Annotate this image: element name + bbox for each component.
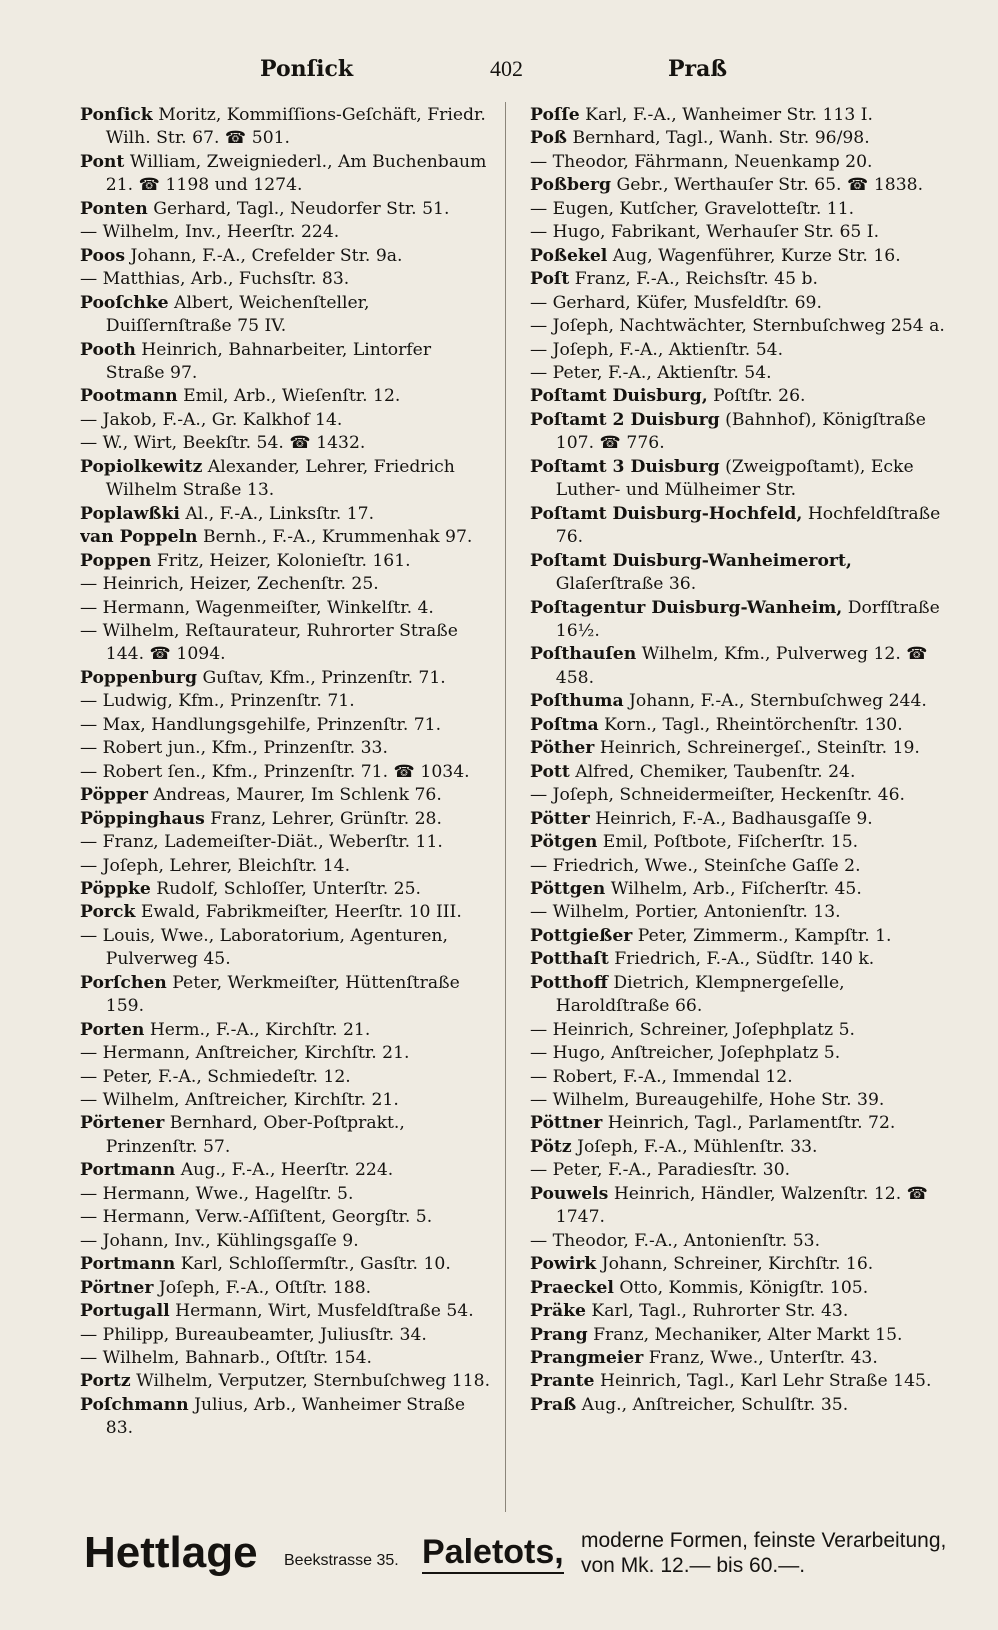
directory-entry <box>80 151 494 198</box>
entry-details: Hermann, Wirt, Musfeldſtraße 54. <box>169 1301 474 1322</box>
entry-details: — Joſeph, Schneidermeiſter, Heckenſtr. 46. <box>530 785 905 806</box>
directory-entry <box>530 855 962 878</box>
entry-details: Heinrich, Händler, Walzenſtr. 12. ☎ 1747. <box>555 1183 929 1228</box>
entry-surname: Pöttgen <box>530 878 606 899</box>
directory-entry <box>80 1066 494 1089</box>
entry-details: Franz, Lehrer, Grünſtr. 28. <box>204 808 442 829</box>
entry-details: — Heinrich, Schreiner, Joſephplatz 5. <box>530 1019 855 1040</box>
right-column <box>530 104 962 1514</box>
entry-details: Aug., F.-A., Heerſtr. 224. <box>175 1160 394 1181</box>
directory-entry <box>530 221 962 244</box>
entry-surname: Portugall <box>80 1301 170 1322</box>
entry-details: Peter, Werkmeiſter, Hüttenſtraße 159. <box>105 972 460 1017</box>
entry-details: — Heinrich, Heizer, Zechenſtr. 25. <box>80 574 379 595</box>
directory-entry <box>80 901 494 924</box>
directory-entry <box>530 784 962 807</box>
entry-details: Johann, Schreiner, Kirchſtr. 16. <box>596 1254 874 1275</box>
entry-details: — Friedrich, Wwe., Steinſche Gaſſe 2. <box>530 855 861 876</box>
directory-entry <box>80 690 494 713</box>
directory-entry <box>80 1112 494 1159</box>
entry-details: — Joſeph, Nachtwächter, Sternbuſchweg 254 a. <box>530 316 945 337</box>
entry-details: Heinrich, Bahnarbeiter, Lintorfer Straße 97. <box>105 339 432 383</box>
directory-entry <box>530 198 962 221</box>
entry-details: — Hermann, Verw.-Aſſiſtent, Georgſtr. 5. <box>80 1207 433 1228</box>
entry-details: — Joſeph, Lehrer, Bleichſtr. 14. <box>80 855 351 876</box>
entry-details: — Jakob, F.-A., Gr. Kalkhof 14. <box>80 409 343 430</box>
entry-surname: Pouwels <box>530 1183 609 1204</box>
entry-surname: Pooſchke <box>80 292 169 313</box>
entry-details: Andreas, Maurer, Im Schlenk 76. <box>147 785 442 806</box>
entry-surname: Poos <box>80 245 126 266</box>
entry-surname: Porſchen <box>80 972 167 993</box>
directory-entry <box>530 104 962 127</box>
entry-surname: Poppenburg <box>80 667 197 688</box>
entry-details: — Wilhelm, Anſtreicher, Kirchſtr. 21. <box>80 1090 399 1111</box>
header-left-keyword: Ponſick <box>260 56 354 82</box>
entry-details: — Ludwig, Kfm., Prinzenſtr. 71. <box>80 691 355 712</box>
entry-surname: Popiolkewitz <box>80 456 203 477</box>
directory-entry <box>530 1277 962 1300</box>
entry-surname: Pont <box>80 151 125 172</box>
entry-surname: Poßekel <box>530 245 608 266</box>
entry-details: Aug, Wagenführer, Kurze Str. 16. <box>607 245 901 266</box>
entry-surname: Porten <box>80 1019 145 1040</box>
entry-details: Glaſerſtraße 36. <box>555 574 697 595</box>
directory-entry <box>80 1042 494 1065</box>
entry-details: Ewald, Fabrikmeiſter, Heerſtr. 10 III. <box>135 902 462 923</box>
entry-surname: Pötter <box>530 808 590 829</box>
entry-surname: Praß <box>530 1394 577 1415</box>
entry-details: Wilhelm, Verputzer, Sternbuſchweg 118. <box>130 1371 491 1392</box>
directory-entry <box>530 409 962 456</box>
directory-entry <box>80 878 494 901</box>
entry-surname: Praeckel <box>530 1277 614 1298</box>
advertisement <box>84 1528 964 1608</box>
directory-entry <box>80 808 494 831</box>
directory-entry <box>80 573 494 596</box>
directory-entry <box>80 620 494 667</box>
header-right-keyword: Praß <box>668 56 728 82</box>
entry-surname: Pöpper <box>80 785 148 806</box>
entry-surname: Poſthauſen <box>530 644 637 665</box>
entry-details: Julius, Arb., Wanheimer Straße 83. <box>105 1394 466 1439</box>
entry-details: Friedrich, F.-A., Südſtr. 140 k. <box>608 949 875 970</box>
entry-details: — Robert ſen., Kfm., Prinzenſtr. 71. ☎ 1034. <box>80 761 470 782</box>
directory-entry <box>80 1394 494 1441</box>
entry-surname: Pöppinghaus <box>80 808 205 829</box>
entry-details: Moritz, Kommiſſions-Geſchäft, Friedr. Wilh. Str. 67. ☎ 501. <box>105 105 486 149</box>
directory-entry <box>530 737 962 760</box>
entry-details: Alfred, Chemiker, Taubenſtr. 24. <box>569 761 856 782</box>
entry-details: Peter, Zimmerm., Kampſtr. 1. <box>632 925 892 946</box>
entry-surname: Poplawßki <box>80 503 180 524</box>
directory-entry <box>530 1112 962 1135</box>
entry-details: — Wilhelm, Bureaugehilfe, Hohe Str. 39. <box>530 1090 885 1111</box>
directory-entry <box>530 948 962 971</box>
directory-entry <box>530 245 962 268</box>
entry-details: Poſtſtr. 26. <box>707 386 806 407</box>
entry-surname: Pooth <box>80 339 136 360</box>
entry-details: Aug., Anſtreicher, Schulſtr. 35. <box>576 1394 849 1415</box>
directory-entry <box>80 1324 494 1347</box>
entry-details: — Theodor, Fährmann, Neuenkamp 20. <box>530 151 873 172</box>
entry-details: — Philipp, Bureaubeamter, Juliusſtr. 34. <box>80 1324 427 1345</box>
entry-details: — Gerhard, Küfer, Musfeldſtr. 69. <box>530 292 822 313</box>
directory-entry <box>530 878 962 901</box>
directory-entry <box>80 1183 494 1206</box>
directory-entry <box>530 1230 962 1253</box>
entry-surname: Pott <box>530 761 570 782</box>
directory-entry <box>80 1159 494 1182</box>
entry-surname: Pöttner <box>530 1113 603 1134</box>
entry-surname: Prangmeier <box>530 1348 644 1369</box>
entry-surname: Portz <box>80 1371 131 1392</box>
entry-surname: Pootmann <box>80 386 178 407</box>
directory-entry <box>80 714 494 737</box>
entry-details: — Hermann, Wagenmeiſter, Winkelſtr. 4. <box>80 597 434 618</box>
directory-entry <box>530 174 962 197</box>
directory-entry <box>530 456 962 503</box>
directory-entry <box>530 362 962 385</box>
entry-details: — Peter, F.-A., Schmiedeſtr. 12. <box>80 1066 351 1087</box>
directory-entry <box>80 667 494 690</box>
entry-details: — Peter, F.-A., Paradiesſtr. 30. <box>530 1160 791 1181</box>
entry-details: — Wilhelm, Bahnarb., Oſtſtr. 154. <box>80 1348 372 1369</box>
directory-entry <box>530 1159 962 1182</box>
directory-entry <box>80 784 494 807</box>
column-divider <box>505 102 506 1512</box>
entry-surname: Powirk <box>530 1254 597 1275</box>
directory-entry <box>80 855 494 878</box>
entry-details: — Hermann, Wwe., Hagelſtr. 5. <box>80 1183 354 1204</box>
entry-details: Guſtav, Kfm., Prinzenſtr. 71. <box>196 667 446 688</box>
entry-details: Bernh., F.-A., Krummenhak 97. <box>197 527 473 548</box>
directory-entry <box>80 597 494 620</box>
ad-text: moderne Formen, feinste Verarbeitung, von Mk. 12.— bis 60.—. <box>581 1529 947 1577</box>
page-header <box>70 56 930 92</box>
entry-surname: Poß <box>530 128 567 149</box>
entry-details: Heinrich, Schreinergeſ., Steinſtr. 19. <box>594 738 920 759</box>
directory-entry <box>530 972 962 1019</box>
directory-entry <box>80 456 494 503</box>
entry-details: Korn., Tagl., Rheintörchenſtr. 130. <box>598 714 903 735</box>
directory-entry <box>530 315 962 338</box>
entry-surname: Poppen <box>80 550 152 571</box>
entry-details: Gerhard, Tagl., Neudorfer Str. 51. <box>147 198 450 219</box>
entry-details: — Eugen, Kutſcher, Gravelotteſtr. 11. <box>530 198 855 219</box>
entry-details: Al., F.-A., Linksſtr. 17. <box>179 503 375 524</box>
directory-entry <box>80 221 494 244</box>
directory-entry <box>530 761 962 784</box>
entry-details: Dietrich, Klempnergeſelle, Haroldſtraße 66. <box>555 972 845 1017</box>
directory-entry <box>530 127 962 150</box>
entry-surname: Potthoff <box>530 972 608 993</box>
entry-surname: van Poppeln <box>80 527 198 548</box>
entry-surname: Pörtener <box>80 1113 165 1134</box>
ad-brand: Hettlage <box>84 1528 258 1577</box>
entry-details: — Johann, Inv., Kühlingsgaſſe 9. <box>80 1230 359 1251</box>
entry-details: — Louis, Wwe., Laboratorium, Agenturen, Pulverweg 45. <box>80 925 448 970</box>
entry-details: Franz, Wwe., Unterſtr. 43. <box>643 1348 878 1369</box>
directory-entry <box>530 831 962 854</box>
entry-details: — Hermann, Anſtreicher, Kirchſtr. 21. <box>80 1043 410 1064</box>
directory-entry <box>530 714 962 737</box>
entry-details: — Hugo, Anſtreicher, Joſephplatz 5. <box>530 1043 841 1064</box>
entry-details: Dorfſtraße 16½. <box>555 597 940 641</box>
directory-entry <box>80 1206 494 1229</box>
entry-surname: Poſtamt Duisburg-Hochfeld, <box>530 503 803 524</box>
directory-entry <box>530 808 962 831</box>
directory-entry <box>530 901 962 924</box>
entry-details: Bernhard, Ober-Poſtprakt., Prinzenſtr. 57. <box>105 1113 405 1157</box>
entry-surname: Prang <box>530 1324 588 1345</box>
entry-surname: Pötz <box>530 1136 572 1157</box>
directory-entry <box>530 339 962 362</box>
directory-entry <box>530 1183 962 1230</box>
entry-details: — Peter, F.-A., Aktienſtr. 54. <box>530 362 772 383</box>
directory-entry <box>530 1253 962 1276</box>
entry-details: — W., Wirt, Beekſtr. 54. ☎ 1432. <box>80 433 366 454</box>
directory-entry <box>530 151 962 174</box>
entry-details: Hochfeldſtraße 76. <box>555 503 941 548</box>
ad-product: Paletots, <box>422 1532 564 1574</box>
entry-surname: Poſſe <box>530 105 580 125</box>
directory-entry <box>530 1019 962 1042</box>
entry-details: Franz, F.-A., Reichsſtr. 45 b. <box>569 269 818 290</box>
entry-surname: Prante <box>530 1371 595 1392</box>
entry-surname: Pottgießer <box>530 925 633 946</box>
left-column <box>80 104 494 1514</box>
directory-entry <box>530 643 962 690</box>
entry-details: Johann, F.-A., Sternbuſchweg 244. <box>623 691 927 712</box>
entry-details: Joſeph, F.-A., Oſtſtr. 188. <box>153 1277 372 1298</box>
entry-details: Wilhelm, Arb., Fiſcherſtr. 45. <box>605 878 862 899</box>
directory-entry <box>530 385 962 408</box>
directory-entry <box>80 1277 494 1300</box>
entry-details: — Wilhelm, Portier, Antonienſtr. 13. <box>530 902 841 923</box>
ad-address: Beekstrasse 35. <box>284 1552 399 1569</box>
entry-surname: Poſtamt 3 Duisburg <box>530 456 720 477</box>
directory-entry <box>530 1089 962 1112</box>
entry-details: — Wilhelm, Reſtaurateur, Ruhrorter Straße 144. ☎ 1094. <box>80 620 458 665</box>
directory-entry <box>80 972 494 1019</box>
directory-entry <box>80 526 494 549</box>
directory-entry <box>530 690 962 713</box>
entry-details: William, Zweigniederl., Am Buchenbaum 21. ☎ 1198 und 1274. <box>105 151 487 196</box>
entry-surname: Poſt <box>530 269 570 290</box>
directory-entry <box>530 1042 962 1065</box>
entry-details: Joſeph, F.-A., Mühlenſtr. 33. <box>571 1136 818 1157</box>
entry-details: — Matthias, Arb., Fuchsſtr. 83. <box>80 269 350 290</box>
entry-surname: Poſtma <box>530 714 599 735</box>
entry-surname: Portmann <box>80 1254 176 1275</box>
entry-details: Wilhelm, Kfm., Pulverweg 12. ☎ 458. <box>555 644 928 688</box>
directory-entry <box>80 198 494 221</box>
page-number: 402 <box>490 56 523 81</box>
directory-entry <box>530 268 962 291</box>
directory-entry <box>530 1136 962 1159</box>
entry-details: Karl, Tagl., Ruhrorter Str. 43. <box>585 1301 849 1322</box>
entry-details: Johann, F.-A., Crefelder Str. 9a. <box>125 245 403 266</box>
entry-surname: Poſtamt Duisburg, <box>530 386 708 407</box>
directory-entry <box>80 245 494 268</box>
directory-entry <box>80 1347 494 1370</box>
directory-entry <box>80 737 494 760</box>
entry-details: (Zweigpoſtamt), Ecke Luther- und Mülheimer Str. <box>555 456 914 501</box>
directory-entry <box>80 385 494 408</box>
entry-details: Alexander, Lehrer, Friedrich Wilhelm Straße 13. <box>105 456 455 501</box>
entry-surname: Porck <box>80 902 136 923</box>
entry-details: — Robert jun., Kfm., Prinzenſtr. 33. <box>80 738 388 759</box>
entry-surname: Poſchmann <box>80 1394 189 1415</box>
directory-entry <box>530 925 962 948</box>
directory-entry <box>80 339 494 386</box>
entry-details: Rudolf, Schloſſer, Unterſtr. 25. <box>150 878 421 899</box>
entry-surname: Ponſick <box>80 105 153 125</box>
entry-surname: Präke <box>530 1301 586 1322</box>
directory-entry <box>530 1347 962 1370</box>
entry-details: Heinrich, Tagl., Karl Lehr Straße 145. <box>594 1371 932 1392</box>
directory-entry <box>80 1230 494 1253</box>
directory-entry <box>80 761 494 784</box>
entry-details: — Wilhelm, Inv., Heerſtr. 224. <box>80 222 340 243</box>
entry-surname: Poßberg <box>530 175 612 196</box>
directory-entry <box>80 925 494 972</box>
directory-entry <box>530 503 962 550</box>
entry-surname: Poſthuma <box>530 691 624 712</box>
entry-details: Heinrich, Tagl., Parlamentſtr. 72. <box>602 1113 896 1134</box>
directory-entry <box>530 292 962 315</box>
entry-surname: Poſtamt 2 Duisburg <box>530 409 720 430</box>
entry-details: — Joſeph, F.-A., Aktienſtr. 54. <box>530 339 784 360</box>
directory-entry <box>80 292 494 339</box>
entry-details: Karl, Schloſſermſtr., Gasſtr. 10. <box>175 1254 451 1275</box>
entry-surname: Pöppke <box>80 878 151 899</box>
entry-details: Bernhard, Tagl., Wanh. Str. 96/98. <box>567 128 870 149</box>
entry-surname: Portmann <box>80 1160 176 1181</box>
directory-entry <box>80 1253 494 1276</box>
directory-entry <box>80 104 494 151</box>
entry-details: Karl, F.-A., Wanheimer Str. 113 I. <box>579 105 873 125</box>
directory-entry <box>80 409 494 432</box>
entry-details: Gebr., Werthauſer Str. 65. ☎ 1838. <box>611 175 924 196</box>
directory-entry <box>530 1394 962 1417</box>
entry-details: Albert, Weichenſteller, Duiſſernſtraße 75 IV. <box>105 292 370 337</box>
directory-entry <box>530 1370 962 1393</box>
directory-entry <box>80 1019 494 1042</box>
entry-details: — Max, Handlungsgehilfe, Prinzenſtr. 71. <box>80 714 442 735</box>
directory-entry <box>80 831 494 854</box>
directory-entry <box>530 1324 962 1347</box>
directory-entry <box>80 1300 494 1323</box>
directory-entry <box>80 550 494 573</box>
entry-details: Emil, Arb., Wieſenſtr. 12. <box>177 386 401 407</box>
entry-details: — Franz, Lademeiſter-Diät., Weberſtr. 11. <box>80 832 443 853</box>
entry-surname: Potthaſt <box>530 949 609 970</box>
directory-entry <box>80 1089 494 1112</box>
entry-surname: Poſtamt Duisburg-Wanheimerort, <box>530 550 852 571</box>
entry-surname: Pörtner <box>80 1277 154 1298</box>
directory-entry <box>80 268 494 291</box>
entry-surname: Pöther <box>530 738 595 759</box>
entry-surname: Poſtagentur Duisburg-Wanheim, <box>530 597 843 618</box>
directory-entry <box>80 432 494 455</box>
directory-entry <box>80 503 494 526</box>
directory-entry <box>530 550 962 597</box>
entry-details: Otto, Kommis, Königſtr. 105. <box>613 1277 869 1298</box>
entry-details: Heinrich, F.-A., Badhausgaſſe 9. <box>589 808 873 829</box>
entry-details: — Robert, F.-A., Immendal 12. <box>530 1066 793 1087</box>
directory-entry <box>80 1370 494 1393</box>
entry-details: Emil, Poſtbote, Fiſcherſtr. 15. <box>597 832 859 853</box>
entry-surname: Ponten <box>80 198 148 219</box>
entry-details: Franz, Mechaniker, Alter Markt 15. <box>587 1324 903 1345</box>
entry-surname: Pötgen <box>530 832 598 853</box>
directory-entry <box>530 1300 962 1323</box>
entry-details: Herm., F.-A., Kirchſtr. 21. <box>144 1019 371 1040</box>
directory-entry <box>530 1066 962 1089</box>
directory-entry <box>530 597 962 644</box>
entry-details: Fritz, Heizer, Kolonieſtr. 161. <box>151 550 411 571</box>
entry-details: — Theodor, F.-A., Antonienſtr. 53. <box>530 1230 821 1251</box>
entry-details: — Hugo, Fabrikant, Werhauſer Str. 65 I. <box>530 222 880 243</box>
entry-details: (Bahnhof), Königſtraße 107. ☎ 776. <box>555 409 926 454</box>
